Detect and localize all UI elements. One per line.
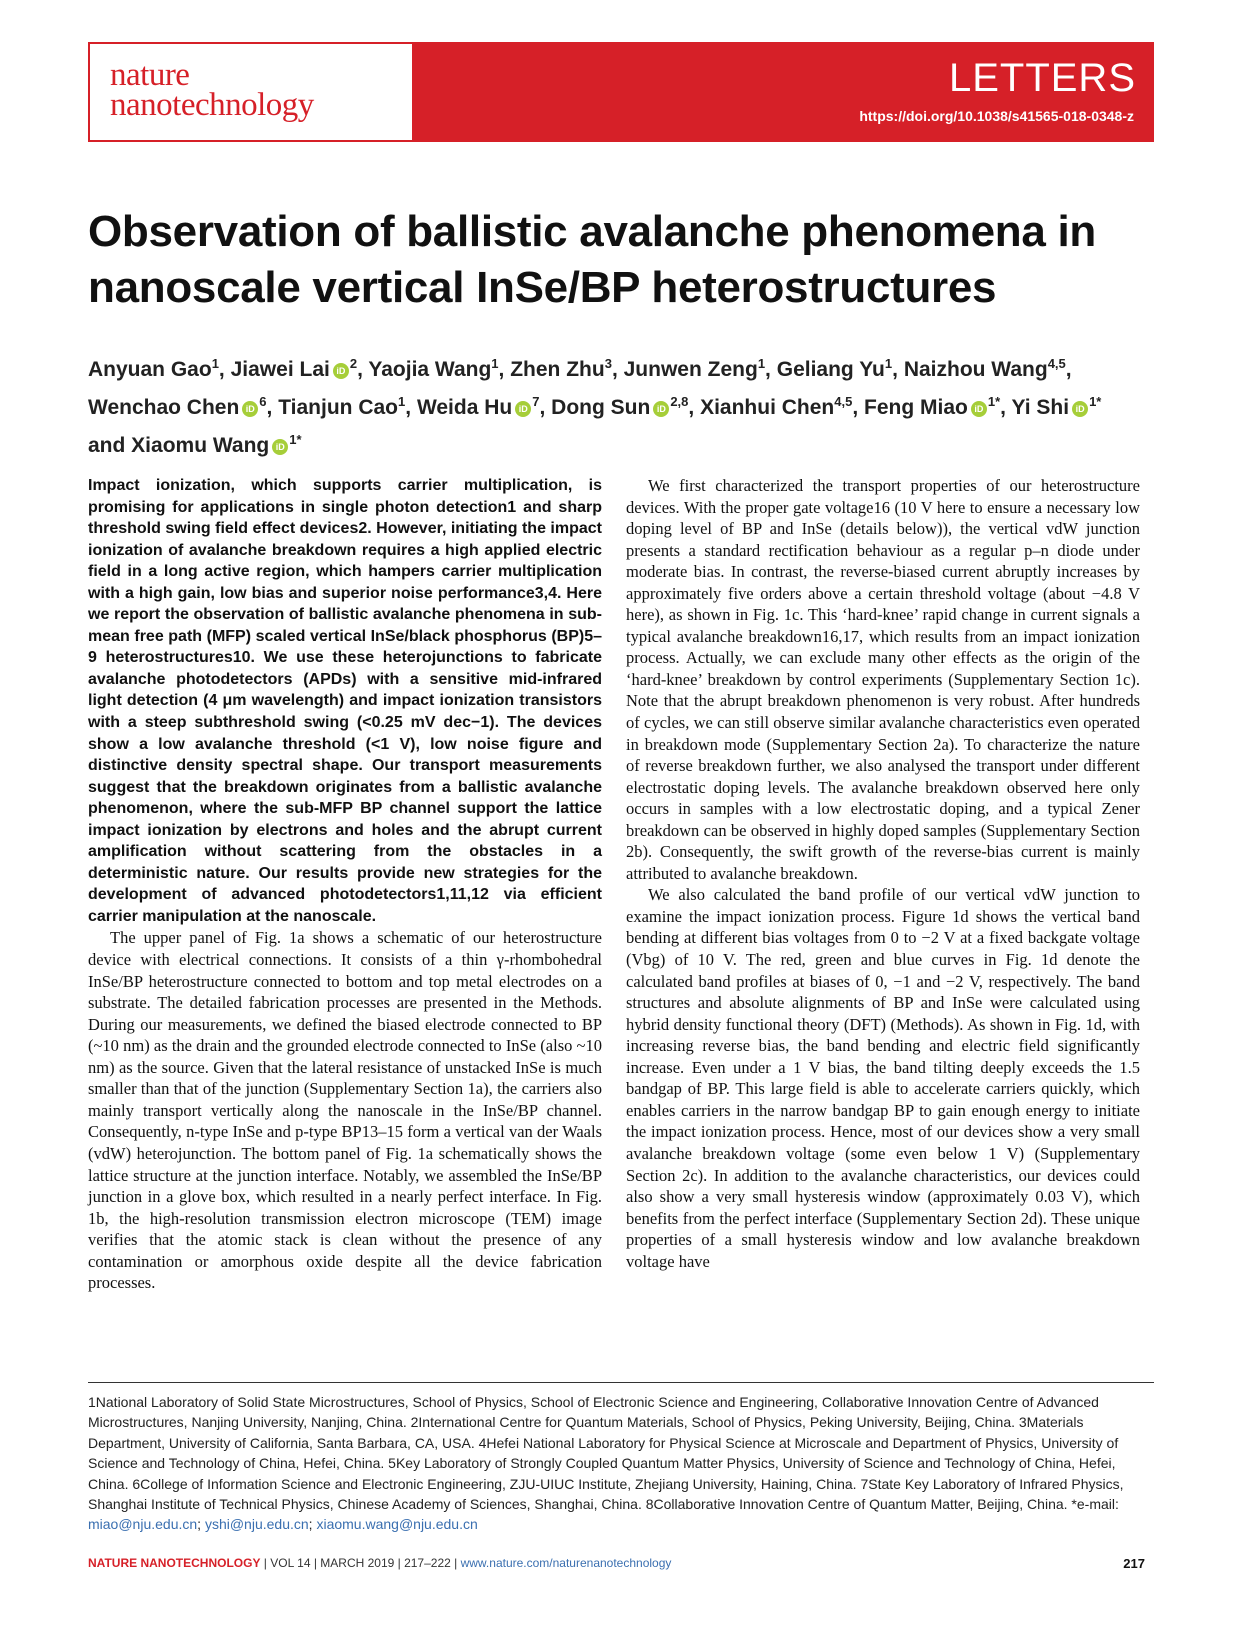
email-link[interactable]: xiaomu.wang@nju.edu.cn	[316, 1516, 478, 1533]
journal-logo-line2: nanotechnology	[110, 87, 314, 123]
footer-url-link[interactable]: www.nature.com/naturenanotechnology	[460, 1556, 672, 1570]
journal-logo-area	[90, 44, 412, 140]
journal-banner	[88, 42, 1154, 142]
author[interactable]: Yi Shi iD $^{1*}$	[1011, 394, 1102, 419]
orcid-icon[interactable]: iD	[242, 401, 258, 417]
body-paragraph: The upper panel of Fig. 1a shows a schematic of our heterostructure device with electrical connections. It consists of a thin γ-rhombohedral InSe/BP heterostructure connected to bottom and top metal electrodes on a substrate. The detailed fabrication processes are presented in the Methods. During our measurements, we defined the biased electrode connected to BP (~10 nm) as the drain and the grounded electrode connected to InSe (also ~10 nm) as the source. Given that the lateral resistance of unstacked InSe is much smaller than that of the junction (Supplementary Section 1a), the carriers also mainly transport vertically along the nanoscale in the InSe/BP channel. Consequently, n-type InSe and p-type BP13–15 form a vertical van der Waals (vdW) heterojunction. The bottom panel of Fig. 1a schematically shows the lattice structure at the junction interface. Notably, we assembled the InSe/BP junction in a glove box, which resulted in a nearly perfect interface. In Fig. 1b, the high-resolution transmission electron microscope (TEM) image verifies that the atomic stack is clean without the presence of any contamination or amorphous oxide despite all the device fabrication processes.	[88, 928, 602, 1293]
author[interactable]: Wenchao Chen iD $^6$,	[88, 394, 273, 419]
email-link[interactable]: yshi@nju.edu.cn	[204, 1516, 309, 1533]
author[interactable]: Zhen Zhu$^3$,	[510, 356, 618, 381]
author[interactable]: Feng Miao iD $^{1*}$,	[864, 394, 1007, 419]
section-area	[412, 44, 1152, 140]
journal-logo-line1: nature	[110, 57, 190, 93]
author[interactable]: Weida Hu iD $^7$,	[416, 394, 546, 419]
orcid-icon[interactable]: iD	[333, 363, 349, 379]
section-label: LETTERS	[948, 56, 1136, 100]
body-paragraph: We also calculated the band profile of our vertical vdW junction to examine the impact ionization process. Figure 1d shows the vertical band bending at different bias voltages from 0 to −2 V at a fixed backgate voltage (Vbg) of 10 V. The red, green and blue curves in Fig. 1d denote the calculated band profiles at biases of 0, −1 and −2 V, respectively. The band structures and absolute alignments of BP and InSe were calculated using hybrid density functional theory (DFT) (Methods). As shown in Fig. 1d, with increasing reverse bias, the band bending and electric field significantly increase. Even under a 1 V bias, the band tilting deeply exceeds the 1.5 bandgap of BP. This large field is able to accelerate carriers quickly, which enables carriers in the narrow bandgap BP to gain enough energy to initiate the impact ionization process. Hence, most of our devices show a very small avalanche breakdown voltage (some even below 1 V) (Supplementary Section 2c). In addition to the avalanche characteristics, our devices could also show a very small hysteresis window (approximately 0.03 V), which benefits from the perfect interface (Supplementary Section 2d). These unique properties of a small hysteresis window and low avalanche breakdown voltage have	[626, 885, 1140, 1271]
author-line-1	[88, 348, 1168, 386]
page-number: 217	[1123, 1556, 1145, 1571]
affiliations-text: 1National Laboratory of Solid State Microstructures, School of Physics, School of Electronic Science and Engineering, Collaborative Innovation Centre of Advanced Microstructures, Nanjing University, Nanjing, China. 2International Centre for Quantum Materials, School of Physics, Peking University, Beijing, China. 3Materials Department, University of California, Santa Barbara, CA, USA. 4Hefei National Laboratory for Physical Science at Microscale and Department of Physics, University of Science and Technology of China, Hefei, China. 5Key Laboratory of Strongly Coupled Quantum Matter Physics, University of Science and Technology of China, Hefei, China. 6College of Information Science and Electronic Engineering, ZJU-UIUC Institute, Zhejiang University, Haining, China. 7State Key Laboratory of Infrared Physics, Shanghai Institute of Technical Physics, Chinese Academy of Sciences, Shanghai, China. 8Collaborative Innovation Centre of Quantum Matter, Beijing, China. *e-mail:	[88, 1394, 1124, 1513]
abstract: Impact ionization, which supports carrier multiplication, is promising for applications in single photon detection1 and sharp threshold swing field effect devices2. However, initiating the impact ionization of avalanche breakdown requires a high applied electric field in a long active region, which hampers carrier multiplication with a high gain, low bias and superior noise performance3,4. Here we report the observation of ballistic avalanche phenomena in sub-mean free path (MFP) scaled vertical InSe/black phosphorus (BP)5–9 heterostructures10. We use these heterojunctions to fabricate avalanche photodetectors (APDs) with a sensitive mid-infrared light detection (4 μm wavelength) and impact ionization transistors with a steep subthreshold swing (<0.25 mV dec−1). The devices show a low avalanche threshold (<1 V), low noise figure and distinctive density spectral shape. Our transport measurements suggest that the breakdown originates from a ballistic avalanche phenomenon, where the sub-MFP BP channel support the lattice impact ionization by electrons and holes and the abrupt current amplification without scattering from the obstacles in a deterministic nature. Our results provide new strategies for the development of advanced photodetectors1,11,12 via efficient carrier manipulation at the nanoscale.	[88, 477, 602, 925]
author-line-3	[88, 424, 1168, 462]
left-column	[88, 475, 602, 1294]
author[interactable]: Tianjun Cao$^1$,	[278, 394, 412, 419]
orcid-icon[interactable]: iD	[515, 401, 531, 417]
author[interactable]: Junwen Zeng$^1$,	[623, 356, 771, 381]
footnote-divider	[88, 1382, 1154, 1383]
orcid-icon[interactable]: iD	[653, 401, 669, 417]
journal-logo[interactable]	[110, 57, 314, 123]
page-footer	[88, 1556, 671, 1570]
orcid-icon[interactable]: iD	[1072, 401, 1088, 417]
author[interactable]: Anyuan Gao$^1$,	[88, 356, 225, 381]
author[interactable]: Xianhui Chen$^{4,5}$,	[700, 394, 859, 419]
author[interactable]: Dong Sun iD $^{2,8}$,	[551, 394, 695, 419]
author[interactable]: Yaojia Wang$^1$,	[368, 356, 505, 381]
author[interactable]: and Xiaomu Wang iD $^{1*}$	[88, 432, 302, 457]
author[interactable]: Naizhou Wang$^{4,5}$,	[903, 356, 1072, 381]
author-line-2	[88, 386, 1168, 424]
author-list	[88, 348, 1168, 462]
body-paragraph: We first characterized the transport properties of our heterostructure devices. With the proper gate voltage16 (10 V here to ensure a necessary low doping level of BP and InSe (details below)), the vertical vdW junction presents a standard rectification behaviour as a regular p–n diode under moderate bias. In contrast, the reverse-biased current abruptly increases by approximately five orders above a certain threshold voltage (about −4.8 V here), as shown in Fig. 1c. This ‘hard-knee’ rapid change in current signals a typical avalanche breakdown16,17, which results from an impact ionization process. Actually, we can exclude many other effects as the origin of the ‘hard-knee’ breakdown by control experiments (Supplementary Section 1c). Note that the abrupt breakdown phenomenon is very robust. After hundreds of cycles, we can still observe similar avalanche characteristics even operated in breakdown mode (Supplementary Section 2a). To characterize the nature of reverse breakdown further, we also analysed the transport under different electrostatic doping levels. The avalanche breakdown observed here only occurs in samples with a low electrostatic doping, and a typical Zener breakdown can be observed in highly doped samples (Supplementary Section 2b). Consequently, the swift growth of the reverse-bias current is mainly attributed to avalanche breakdown.	[626, 476, 1140, 883]
orcid-icon[interactable]: iD	[272, 439, 288, 455]
orcid-icon[interactable]: iD	[971, 401, 987, 417]
right-column	[626, 475, 1140, 1272]
email-link[interactable]: miao@nju.edu.cn	[88, 1516, 198, 1533]
affiliations: 1National Laboratory of Solid State Microstructures, School of Physics, School of Electronic Science and Engineering, Collaborative Innovation Centre of Advanced Microstructures, Nanjing University, Nanjing, China. 2International Centre for Quantum Materials, School of Physics, Peking University, Beijing, China. 3Materials Department, University of California, Santa Barbara, CA, USA. 4Hefei National Laboratory for Physical Science at Microscale and Department of Physics, University of Science and Technology of China, Hefei, China. 5Key Laboratory of Strongly Coupled Quantum Matter Physics, University of Science and Technology of China, Hefei, China. 6College of Information Science and Electronic Engineering, ZJU-UIUC Institute, Zhejiang University, Haining, China. 7State Key Laboratory of Infrared Physics, Shanghai Institute of Technical Physics, Chinese Academy of Sciences, Shanghai, China. 8Collaborative Innovation Centre of Quantum Matter, Beijing, China. *e-mail: miao@nju.edu.cn; yshi@nju.edu.cn; xiaomu.wang@nju.edu.cn	[88, 1394, 1124, 1533]
doi-link[interactable]: https://doi.org/10.1038/s41565-018-0348-z	[859, 108, 1134, 124]
footer-details: | VOL 14 | MARCH 2019 | 217–222 |	[260, 1556, 461, 1570]
author[interactable]: Geliang Yu$^1$,	[776, 356, 898, 381]
footer-journal: NATURE NANOTECHNOLOGY	[88, 1556, 261, 1570]
article-title: Observation of ballistic avalanche phenomena in nanoscale vertical InSe/BP heterostructures	[88, 207, 1096, 312]
author[interactable]: Jiawei Lai iD $^2$,	[230, 356, 363, 381]
